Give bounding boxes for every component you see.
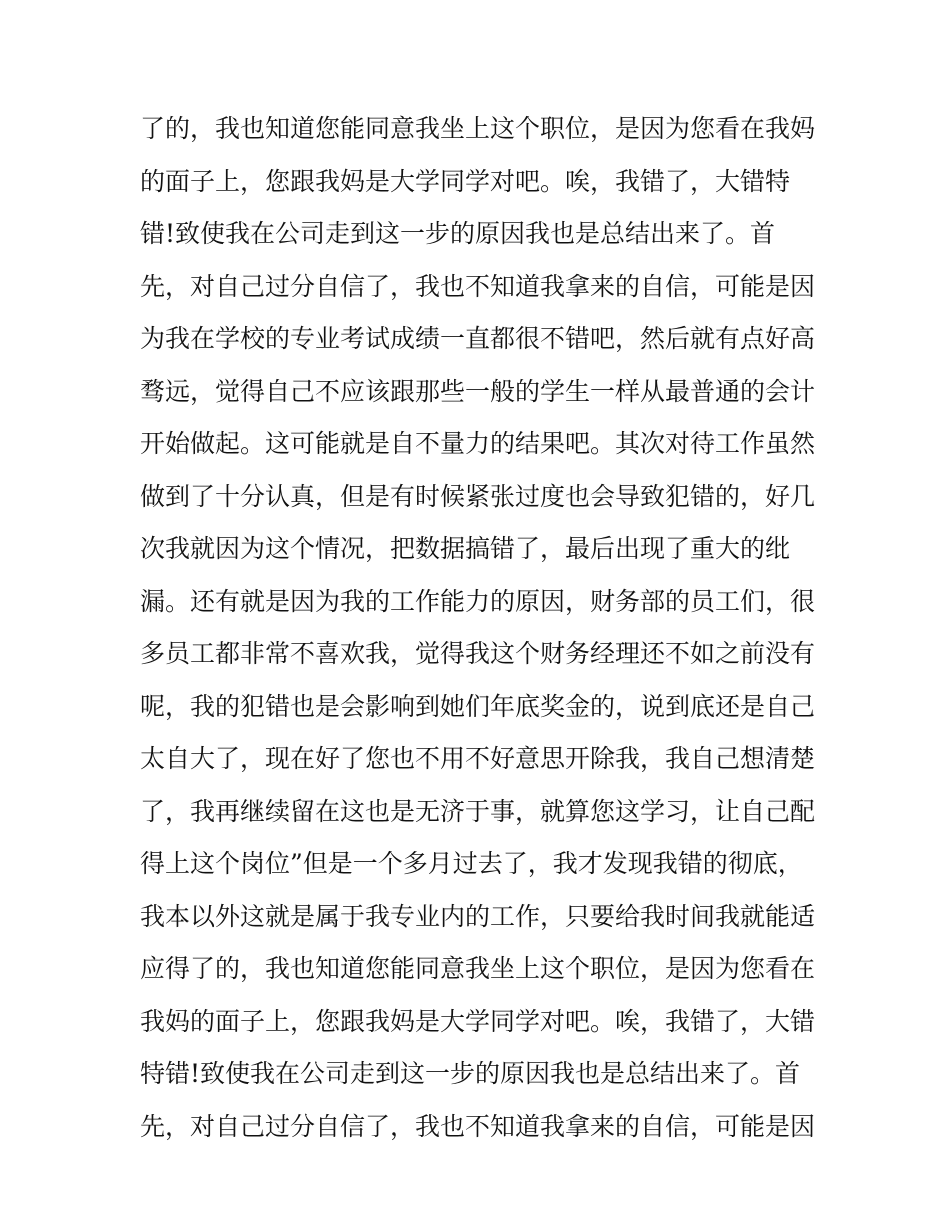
body-text bbox=[140, 103, 820, 1153]
text-line: 开始做起。这可能就是自不量力的结果吧。其次对待工作虽然 bbox=[140, 429, 816, 458]
text-line: 我妈的面子上，您跟我妈是大学同学对吧。唉，我错了，大错 bbox=[140, 1006, 816, 1036]
text-line: 多员工都非常不喜欢我，觉得我这个财务经理还不如之前没有 bbox=[140, 639, 816, 668]
text-line: 得上这个岗位”但是一个多月过去了，我才发现我错的彻底， bbox=[140, 849, 803, 878]
text-line: 先，对自己过分自信了，我也不知道我拿来的自信，可能是因 bbox=[140, 271, 816, 301]
text-line: 了的，我也知道您能同意我坐上这个职位，是因为您看在我妈 bbox=[140, 114, 816, 143]
text-line: 骛远，觉得自己不应该跟那些一般的学生一样从最普通的会计 bbox=[140, 376, 816, 406]
text-line: 呢，我的犯错也是会影响到她们年底奖金的，说到底还是自己 bbox=[140, 691, 816, 721]
text-line: 先，对自己过分自信了，我也不知道我拿来的自信，可能是因 bbox=[140, 1111, 816, 1141]
text-line: 特错!致使我在公司走到这一步的原因我也是总结出来了。首 bbox=[140, 1059, 801, 1088]
text-line: 漏。还有就是因为我的工作能力的原因，财务部的员工们，很 bbox=[140, 586, 816, 616]
text-line: 的面子上，您跟我妈是大学同学对吧。唉，我错了，大错特 bbox=[140, 166, 791, 196]
text-line: 为我在学校的专业考试成绩一直都很不错吧，然后就有点好高 bbox=[140, 324, 816, 353]
text-line: 错!致使我在公司走到这一步的原因我也是总结出来了。首 bbox=[140, 219, 776, 248]
text-line: 应得了的，我也知道您能同意我坐上这个职位，是因为您看在 bbox=[140, 954, 816, 983]
text-line: 做到了十分认真，但是有时候紧张过度也会导致犯错的，好几 bbox=[140, 481, 816, 511]
text-line: 我本以外这就是属于我专业内的工作，只要给我时间我就能适 bbox=[140, 901, 816, 931]
text-line: 太自大了，现在好了您也不用不好意思开除我，我自己想清楚 bbox=[140, 744, 816, 773]
text-line: 次我就因为这个情况，把数据搞错了，最后出现了重大的纰 bbox=[140, 534, 791, 563]
text-line: 了，我再继续留在这也是无济于事，就算您这学习，让自己配 bbox=[140, 796, 816, 826]
